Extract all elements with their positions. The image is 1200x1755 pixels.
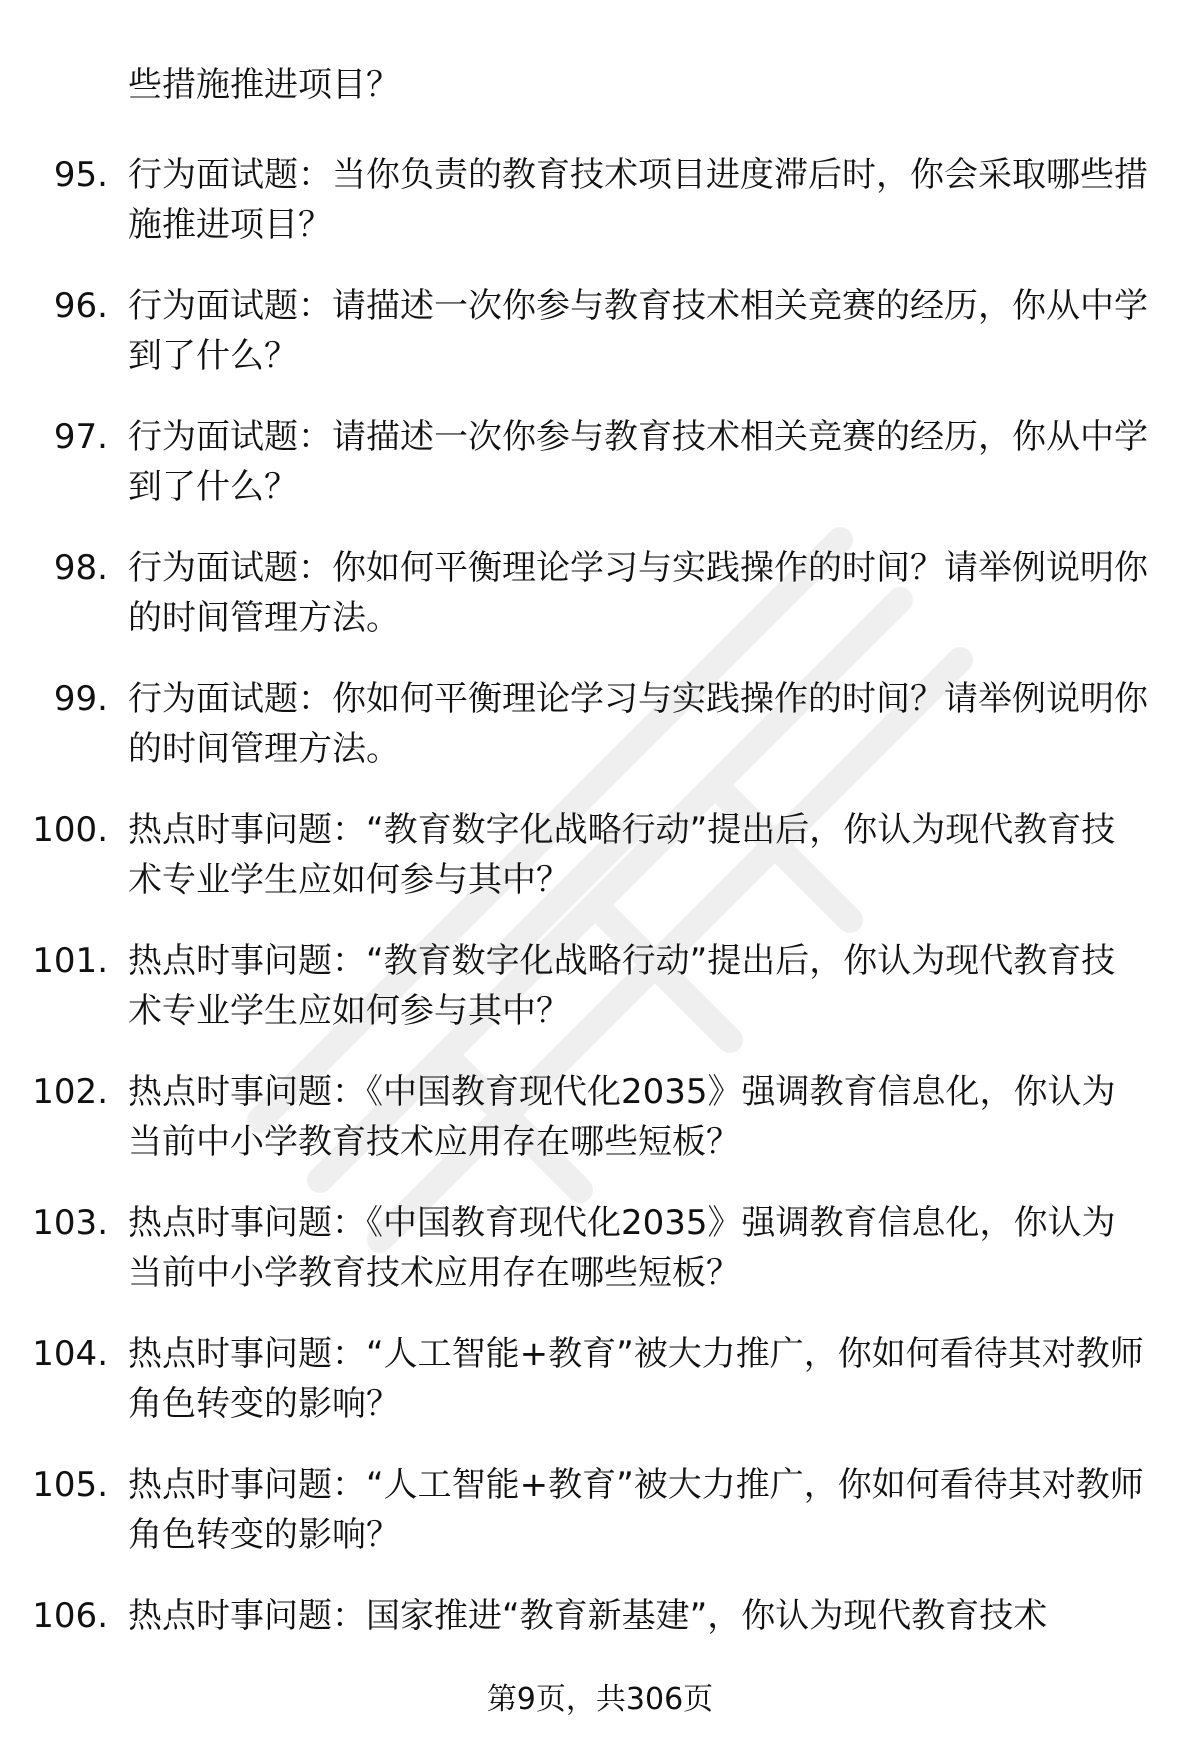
question-text: 热点时事问题：“教育数字化战略行动”提出后，你认为现代教育技术专业学生应如何参与其中？ [128,810,1116,900]
question-number: 103. [32,1203,108,1243]
question-text: 行为面试题：当你负责的教育技术项目进度滞后时，你会采取哪些措施推进项目？ [128,155,1148,245]
page-number: 第9页，共306页 [486,1682,714,1717]
question-text: 行为面试题：请描述一次你参与教育技术相关竞赛的经历，你从中学到了什么？ [128,417,1148,507]
list-item [0,412,1200,543]
list-item [0,1198,1200,1329]
list-item [0,805,1200,936]
question-number: 105. [32,1465,108,1505]
list-item [0,1460,1200,1591]
question-list [0,150,1200,1722]
continued-question-text: 些措施推进项目？ [128,65,400,105]
question-number: 100. [32,810,108,850]
list-item [0,1067,1200,1198]
question-number: 98. [53,548,108,588]
question-text: 热点时事问题：《中国教育现代化2035》强调教育信息化，你认为当前中小学教育技术应用存在哪些短板？ [128,1203,1116,1293]
question-number: 96. [53,286,108,326]
list-item [0,674,1200,805]
list-item [0,150,1200,281]
question-text: 行为面试题：你如何平衡理论学习与实践操作的时间？请举例说明你的时间管理方法。 [128,548,1148,638]
question-text: 热点时事问题：“人工智能+教育”被大力推广，你如何看待其对教师角色转变的影响？ [128,1465,1144,1555]
list-item [0,1329,1200,1460]
question-number: 101. [32,941,108,981]
question-number: 95. [53,155,108,195]
question-text: 热点时事问题：国家推进“教育新基建”，你认为现代教育技术 [128,1596,1048,1636]
question-number: 97. [53,417,108,457]
question-number: 99. [53,679,108,719]
list-item [0,936,1200,1067]
list-item [0,543,1200,674]
list-item [0,281,1200,412]
question-text: 热点时事问题：“教育数字化战略行动”提出后，你认为现代教育技术专业学生应如何参与其中？ [128,941,1116,1031]
question-number: 102. [32,1072,108,1112]
question-text: 热点时事问题：《中国教育现代化2035》强调教育信息化，你认为当前中小学教育技术应用存在哪些短板？ [128,1072,1116,1162]
question-text: 行为面试题：请描述一次你参与教育技术相关竞赛的经历，你从中学到了什么？ [128,286,1148,376]
question-text: 行为面试题：你如何平衡理论学习与实践操作的时间？请举例说明你的时间管理方法。 [128,679,1148,769]
question-number: 104. [32,1334,108,1374]
question-text: 热点时事问题：“人工智能+教育”被大力推广，你如何看待其对教师角色转变的影响？ [128,1334,1144,1424]
question-number: 106. [32,1596,108,1636]
